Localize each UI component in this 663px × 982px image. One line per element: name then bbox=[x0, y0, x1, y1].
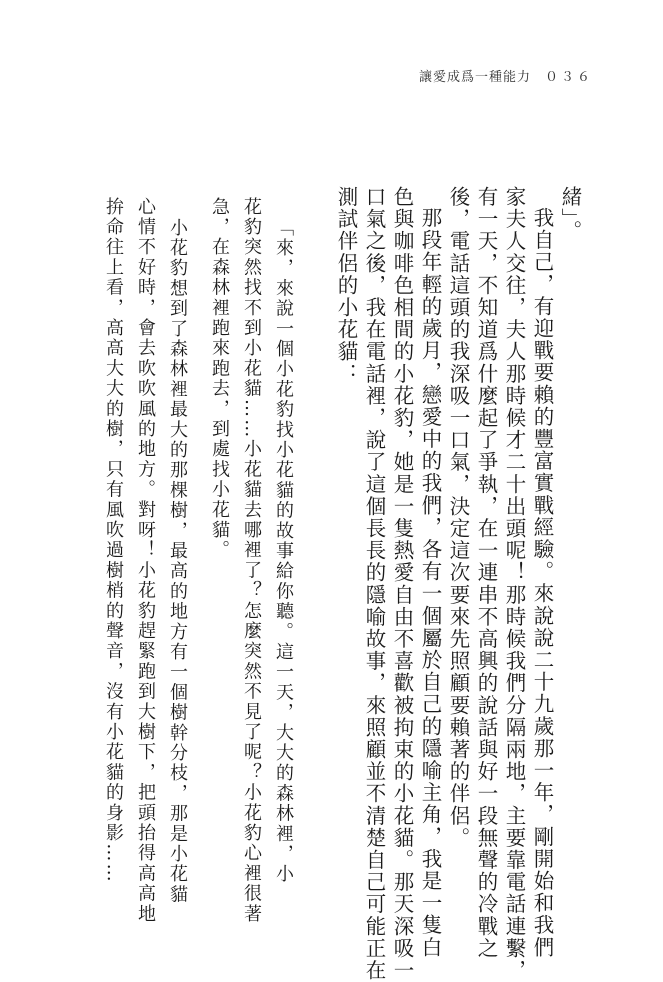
text-column-4: 有一天，不知道爲什麼起了爭執，在一連串不高興的說話與好一段無聲的冷戰之 bbox=[474, 186, 498, 960]
text-column-7: 色與咖啡色相間的小花豹，她是一隻熱愛自由不喜歡被拘束的小花貓。那天深吸一 bbox=[390, 186, 414, 982]
text-column-6: 那段年輕的歲月，戀愛中的我們，各有一個屬於自己的隱喻主角，我是一隻白 bbox=[418, 207, 442, 959]
story-column-1: 「來，來說一個小花豹找小花貓的故事給你聽。這一天，大大的森林裡，小 bbox=[273, 218, 294, 885]
text-column-8: 口氣之後，我在電話裡，說了這個長長的隱喻故事，來照顧並不清楚自己可能正在 bbox=[362, 186, 386, 982]
running-title: 讓愛成爲一種能力 bbox=[418, 70, 531, 85]
running-header bbox=[419, 66, 593, 85]
story-column-4: 小花豹想到了森林裡最大的那棵樹，最高的地方有一個樹幹分枝，那是小花貓 bbox=[167, 218, 188, 905]
story-column-3: 急，在森林裡跑來跑去，到處找小花貓。 bbox=[209, 197, 230, 561]
story-column-2: 花豹突然找不到小花貓……小花貓去哪裡了？怎麼突然不見了呢？小花豹心裡很著 bbox=[241, 197, 262, 925]
text-column-3: 家夫人交往，夫人那時候才二十出頭呢！那時候我們分隔兩地，主要靠電話連繫， bbox=[502, 186, 526, 982]
text-column-1: 緒」。 bbox=[558, 186, 582, 243]
text-column-5: 後，電話這頭的我深吸一口氣，決定這次要來先照顧要賴著的伴侶。 bbox=[446, 186, 470, 849]
text-column-9: 測試伴侶的小花貓： bbox=[334, 186, 358, 385]
story-column-5: 心情不好時，會去吹吹風的地方。對呀！小花豹趕緊跑到大樹下，把頭抬得高高地 bbox=[135, 197, 156, 925]
text-column-2: 我自己，有迎戰要賴的豐富實戰經驗。來說說二十九歲那一年，剛開始和我們 bbox=[530, 207, 554, 959]
story-column-6: 拚命往上看，高高大大的樹，只有風吹過樹梢的聲音，沒有小花貓的身影…… bbox=[103, 197, 124, 884]
page-number: ０３６ bbox=[544, 70, 593, 85]
